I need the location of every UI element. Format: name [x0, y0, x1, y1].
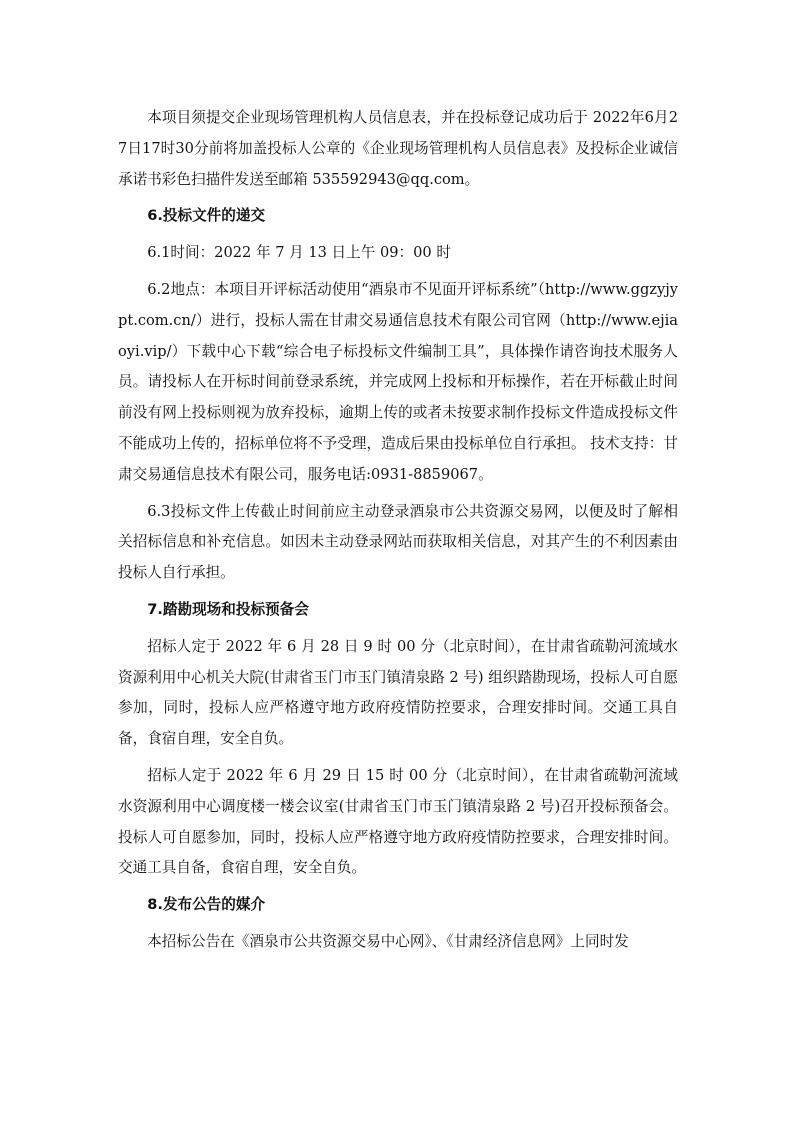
paragraph-upload-deadline: 6.3投标文件上传截止时间前应主动登录酒泉市公共资源交易网，以便及时了解相关招标信息和补充信息。如因未主动登录网站而获取相关信息，对其产生的不利因素由投标人自行承担。 [118, 502, 678, 582]
paragraph-bid-location: 6.2地点：本项目开评标活动使用“酒泉市不见面开评标系统”（http://www.ggzyjypt.com.cn/）进行，投标人需在甘肃交易通信息技术有限公司官网（http://www.ejiaoyi.vip/）下载中心下载“综合电子标投标文件编制工具”，具体操作请咨询技术服务人员。请投标人在开标时间前登录系统，并完成网上投标和开标操作，若在开标截止时间前没有网上投标则视为放弃投标，逾期上传的或者未按要求制作投标文件造成投标文件不能成功上传的，招标单位将不予受理，造成后果由投标单位自行承担。 技术支持：甘肃交易通信息技术有限公司，服务电话:0931-8859067。 [118, 280, 678, 483]
heading-site-visit: 7.踏勘现场和投标预备会 [147, 600, 309, 618]
paragraph-bid-time: 6.1时间：2022 年 7 月 13 日上午 09：00 时 [147, 244, 451, 262]
paragraph-pre-bid-meeting: 招标人定于 2022 年 6 月 29 日 15 时 00 分（北京时间），在甘肃省疏勒河流域水资源利用中心调度楼一楼会议室(甘肃省玉门市玉门镇清泉路 2 号)召开投标预备会。投标人可自愿参加，同时，投标人应严格遵守地方政府疫情防控要求，合理安排时间。交通工具自备，食宿自理，安全自负。 [118, 766, 678, 877]
heading-bid-delivery: 6.投标文件的递交 [147, 207, 266, 225]
heading-publication-media: 8.发布公告的媒介 [147, 896, 266, 914]
paragraph-publication-media: 本招标公告在《酒泉市公共资源交易中心网》、《甘肃经济信息网》上同时发 [147, 932, 629, 950]
paragraph-submission-info: 本项目须提交企业现场管理机构人员信息表，并在投标登记成功后于 2022年6月27日17时30分前将加盖投标人公章的《企业现场管理机构人员信息表》及投标企业诚信承诺书彩色扫描件发送至邮箱 535592943@qq.com。 [118, 109, 678, 188]
document-page [118, 103, 678, 964]
paragraph-site-visit: 招标人定于 2022 年 6 月 28 日 9 时 00 分（北京时间），在甘肃省疏勒河流域水资源利用中心机关大院(甘肃省玉门市玉门镇清泉路 2 号) 组织踏勘现场，投标人可自愿参加，同时，投标人应严格遵守地方政府疫情防控要求，合理安排时间。交通工具自备，食宿自理，安全自负。 [118, 637, 678, 748]
